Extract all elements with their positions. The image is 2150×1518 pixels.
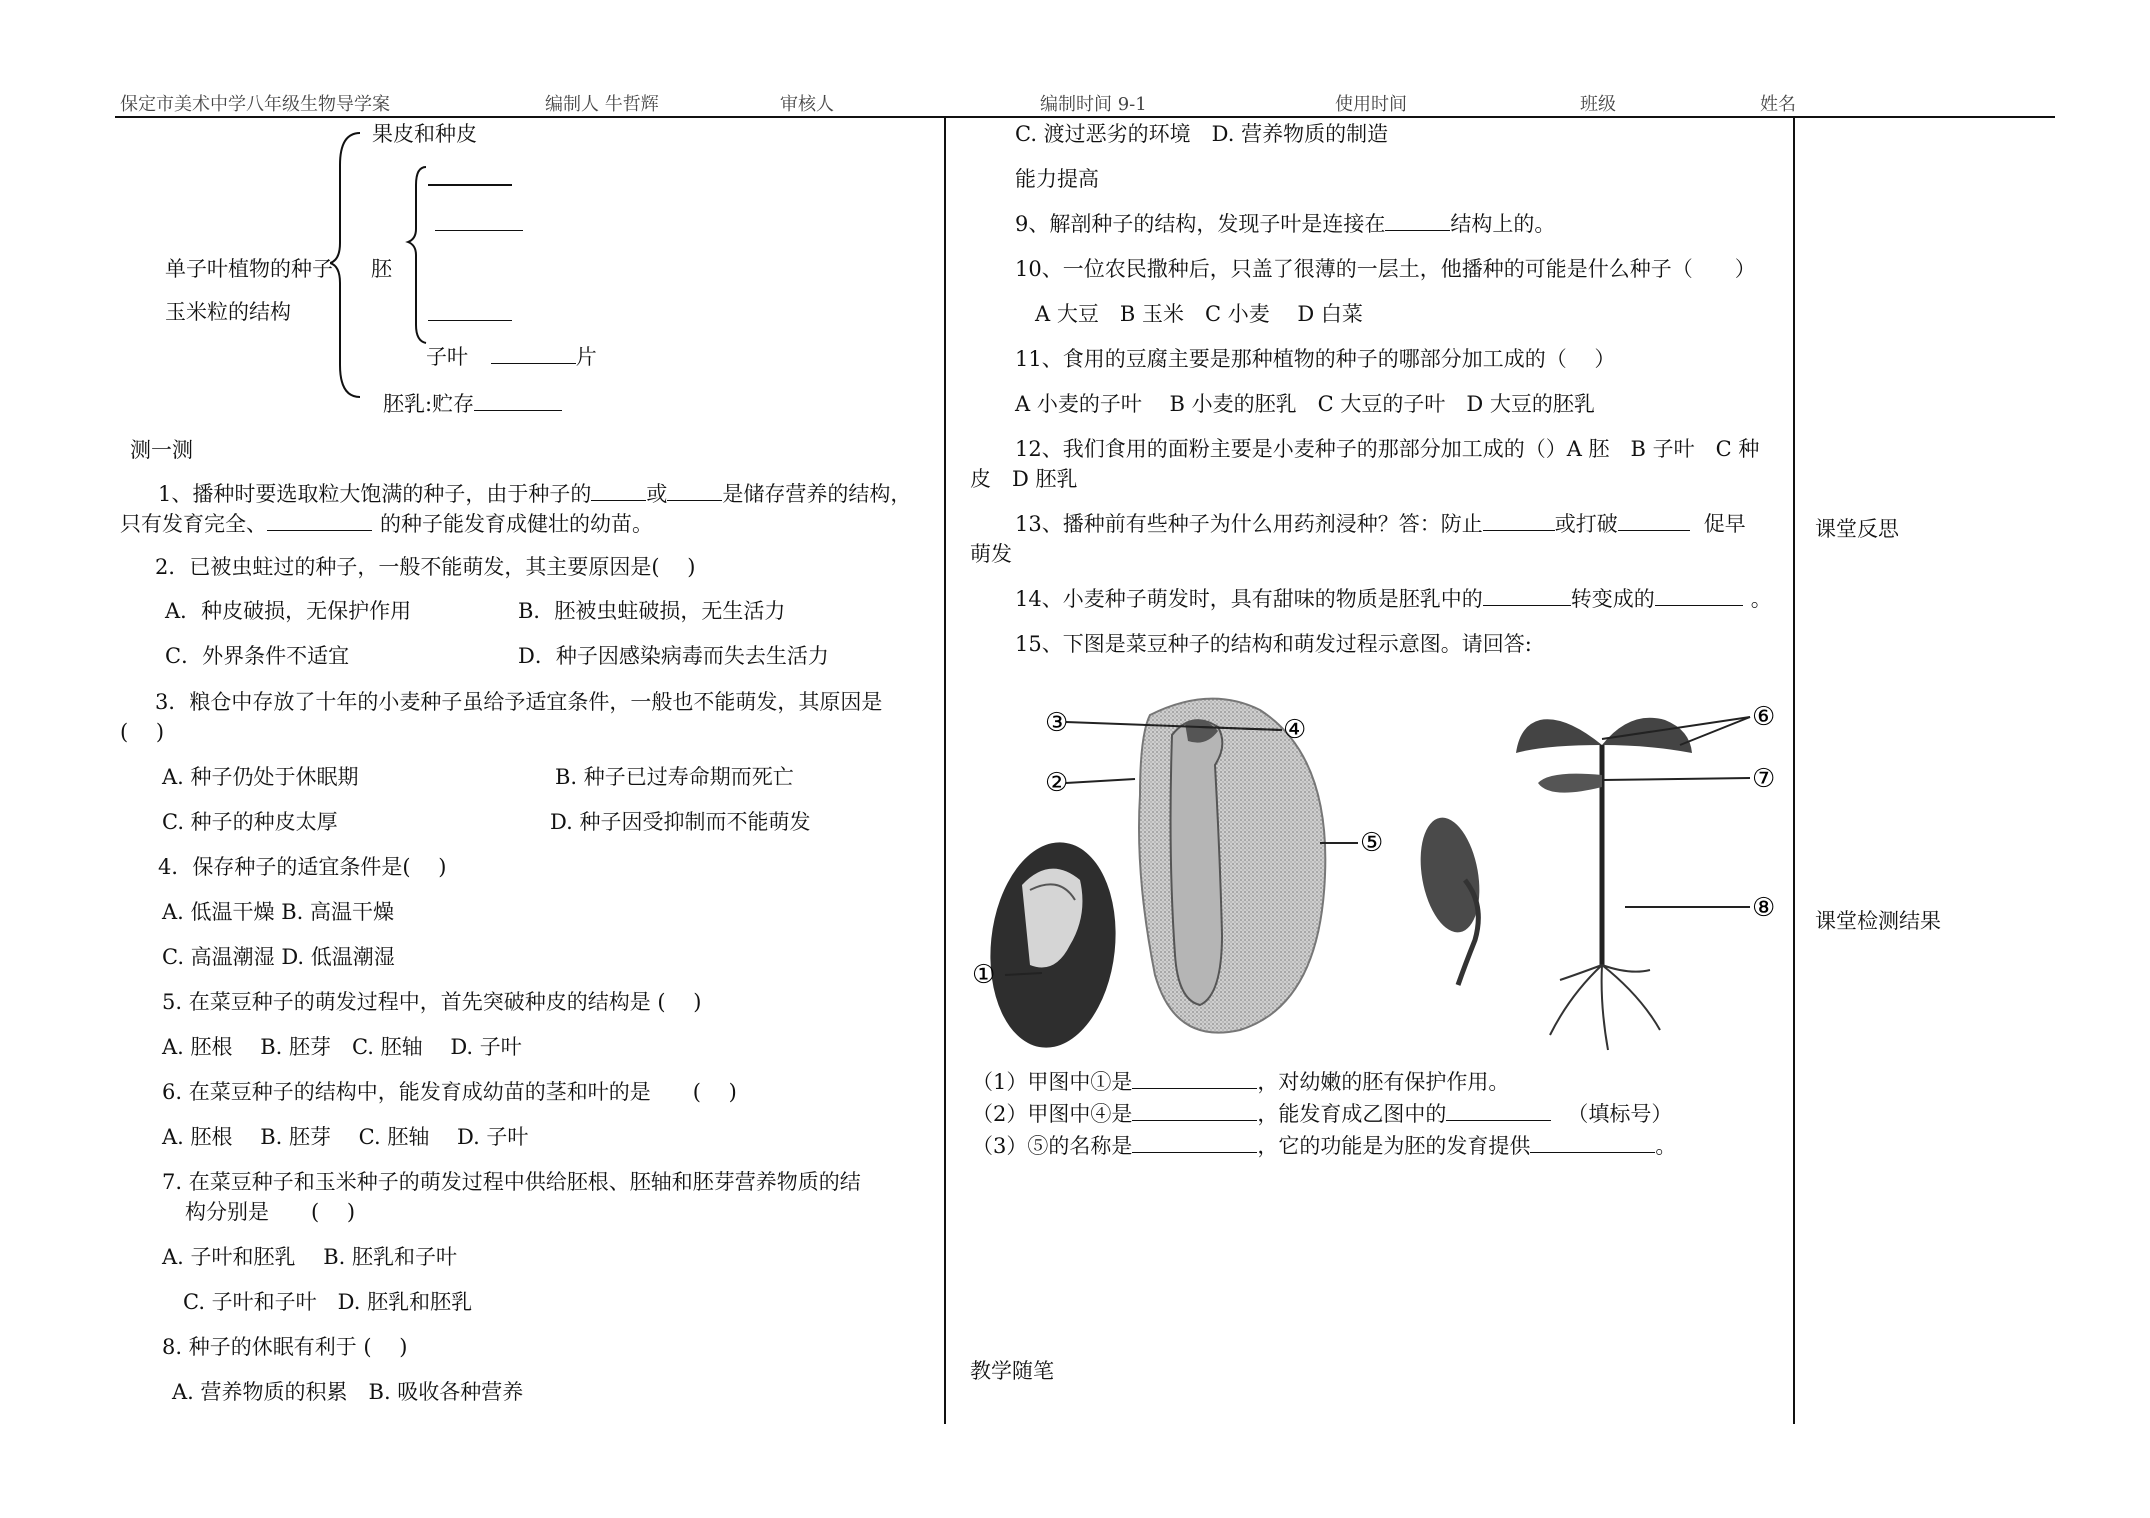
q4-options-cd[interactable]: C. 高温潮湿 D. 低温潮湿 <box>162 945 395 969</box>
q1-text-c: 是储存营养的结构， <box>722 482 912 506</box>
q1-text-e: 的种子能发育成健壮的幼苗。 <box>380 512 653 536</box>
q9-text-a: 9、解剖种子的结构，发现子叶是连接在 <box>1015 212 1386 236</box>
embryo-blank-1[interactable] <box>428 184 512 186</box>
q3-stem-1: 3．粮仓中存放了十年的小麦种子虽给予适宜条件，一般也不能萌发，其原因是 <box>155 690 883 714</box>
fig-label-2: ② <box>1045 768 1069 798</box>
q13-text-c: 促早 <box>1703 512 1746 536</box>
q10-stem: 10、一位农民撒种后，只盖了很薄的一层土，他播种的可能是什么种子（ ） <box>1015 257 1756 281</box>
q6-stem: 6. 在菜豆种子的结构中，能发育成幼苗的茎和叶的是 ( ) <box>162 1080 737 1104</box>
sub-q2-text-c: （填标号） <box>1567 1102 1673 1126</box>
q13-text-a: 13、播种前有些种子为什么用药剂浸种？答：防止 <box>1015 512 1483 536</box>
header-compile-time: 编制时间 9-1 <box>1040 94 1147 115</box>
header-class: 班级 <box>1580 94 1616 115</box>
sub-q2-text-b: ，能发育成乙图中的 <box>1257 1102 1447 1126</box>
fig-label-5: ⑤ <box>1360 828 1384 858</box>
column-divider-left <box>944 118 946 1424</box>
seed-title-2: 玉米粒的结构 <box>165 300 291 324</box>
header-name: 姓名 <box>1760 94 1796 115</box>
seed-title-1: 单子叶植物的种子 <box>165 257 333 281</box>
ability-heading: 能力提高 <box>1015 167 1099 191</box>
q15-stem: 15、下图是菜豆种子的结构和萌发过程示意图。请回答: <box>1015 632 1532 656</box>
q12-stem-2: 皮 D 胚乳 <box>970 467 1078 491</box>
q13-line1 <box>1015 510 1746 538</box>
q10-options[interactable]: A 大豆 B 玉米 C 小麦 D 白菜 <box>1035 302 1363 326</box>
q7-options-cd[interactable]: C. 子叶和子叶 D. 胚乳和胚乳 <box>183 1290 473 1314</box>
q7-stem-1: 7. 在菜豆种子和玉米种子的萌发过程中供给胚根、胚轴和胚芽营养物质的结 <box>162 1170 861 1194</box>
teaching-notes-heading: 教学随笔 <box>970 1359 1054 1383</box>
sub-q1 <box>972 1068 1509 1096</box>
fig-label-6: ⑥ <box>1752 702 1776 732</box>
q1-blank-3[interactable] <box>267 529 372 531</box>
peel-label: 果皮和种皮 <box>372 122 477 146</box>
cotyledon-unit: 片 <box>575 345 597 369</box>
sub-q1-text-a: （1）甲图中①是 <box>972 1070 1133 1094</box>
q5-options[interactable]: A. 胚根 B. 胚芽 C. 胚轴 D. 子叶 <box>162 1035 522 1059</box>
header-use-time: 使用时间 <box>1335 94 1407 115</box>
header-reviewer: 审核人 <box>780 94 834 115</box>
cotyledon-count-blank[interactable] <box>491 362 576 364</box>
q11-stem: 11、食用的豆腐主要是那种植物的种子的哪部分加工成的（ ） <box>1015 347 1616 371</box>
q1-text-d: 只有发育完全、 <box>120 512 267 536</box>
cotyledon-shape <box>1139 699 1325 1033</box>
bean-seed-figure <box>960 675 1790 1065</box>
embryo-blank-2[interactable] <box>435 230 523 231</box>
q14-blank-1[interactable] <box>1483 604 1571 606</box>
q7-stem-2: 构分别是 ( ) <box>185 1200 356 1224</box>
q13-blank-2[interactable] <box>1618 529 1690 531</box>
sub-q3 <box>972 1132 1676 1160</box>
q3-option-d[interactable]: D. 种子因受抑制而不能萌发 <box>550 810 811 834</box>
fig-label-1: ① <box>972 960 996 990</box>
column-divider-right <box>1793 118 1795 1424</box>
q2-option-d[interactable]: D．种子因感染病毒而失去生活力 <box>518 644 829 668</box>
q13-line2: 萌发 <box>970 542 1012 566</box>
q5-stem: 5. 在菜豆种子的萌发过程中，首先突破种皮的结构是 ( ) <box>162 990 702 1014</box>
q8-options-cd[interactable]: C. 渡过恶劣的环境 D. 营养物质的制造 <box>1015 122 1389 146</box>
q2-option-c[interactable]: C．外界条件不适宜 <box>165 644 350 668</box>
cotyledon-label <box>426 343 597 371</box>
sub-q3-blank-1[interactable] <box>1132 1151 1257 1153</box>
q1-line1 <box>158 480 911 508</box>
q13-text-b: 或打破 <box>1554 512 1618 536</box>
fig-label-4: ④ <box>1283 715 1307 745</box>
endosperm-text: 胚乳:贮存 <box>383 392 475 416</box>
class-reflection-heading: 课堂反思 <box>1815 517 1899 541</box>
embryo-blank-3[interactable] <box>428 320 512 321</box>
sub-q2-blank-1[interactable] <box>1132 1119 1257 1121</box>
test-heading: 测一测 <box>130 438 193 462</box>
q9-blank[interactable] <box>1385 229 1450 231</box>
q1-text-b: 或 <box>646 482 668 506</box>
endosperm-blank[interactable] <box>474 409 562 411</box>
sub-q3-text-a: （3）⑤的名称是 <box>972 1134 1133 1158</box>
fig-label-3: ③ <box>1045 708 1069 738</box>
q2-option-b[interactable]: B．胚被虫蛀破损，无生活力 <box>518 599 786 623</box>
q1-text-a: 1、播种时要选取粒大饱满的种子，由于种子的 <box>158 482 592 506</box>
sub-q1-text-b: ，对幼嫩的胚有保护作用。 <box>1257 1070 1510 1094</box>
q9-line <box>1015 210 1555 238</box>
q12-stem-1: 12、我们食用的面粉主要是小麦种子的那部分加工成的（）A 胚 B 子叶 C 种 <box>1015 437 1760 461</box>
q8-stem: 8. 种子的休眠有利于 ( ) <box>162 1335 408 1359</box>
header-rule <box>115 116 2055 118</box>
header-editor: 编制人 牛哲辉 <box>545 94 659 115</box>
class-test-result-heading: 课堂检测结果 <box>1815 909 1941 933</box>
sub-q1-blank[interactable] <box>1132 1087 1257 1089</box>
q11-options[interactable]: A 小麦的子叶 B 小麦的胚乳 C 大豆的子叶 D 大豆的胚乳 <box>1015 392 1595 416</box>
q1-line2 <box>120 510 653 538</box>
sub-q3-text-b: ，它的功能是为胚的发育提供 <box>1257 1134 1531 1158</box>
q3-option-c[interactable]: C. 种子的种皮太厚 <box>162 810 338 834</box>
sub-q2-text-a: （2）甲图中④是 <box>972 1102 1133 1126</box>
q7-options-ab[interactable]: A. 子叶和胚乳 B. 胚乳和子叶 <box>162 1245 457 1269</box>
q14-text-b: 转变成的 <box>1570 587 1655 611</box>
q8-options-ab[interactable]: A. 营养物质的积累 B. 吸收各种营养 <box>172 1380 524 1404</box>
q3-stem-2: ( ) <box>120 720 165 744</box>
sub-q2 <box>972 1100 1672 1128</box>
q14-line <box>1015 585 1772 613</box>
q9-text-b: 结构上的。 <box>1450 212 1556 236</box>
fig-label-8: ⑧ <box>1752 893 1776 923</box>
embryo-label: 胚 <box>371 257 392 281</box>
q2-stem: 2．已被虫蛀过的种子，一般不能萌发，其主要原因是( ) <box>155 555 696 579</box>
q13-blank-1[interactable] <box>1483 529 1555 531</box>
q3-option-b[interactable]: B. 种子已过寿命期而死亡 <box>555 765 794 789</box>
q4-stem: 4．保存种子的适宜条件是( ) <box>158 855 447 879</box>
sub-q3-blank-2[interactable] <box>1530 1151 1655 1153</box>
bracket-diagram <box>330 125 530 415</box>
q14-text-a: 14、小麦种子萌发时，具有甜味的物质是胚乳中的 <box>1015 587 1483 611</box>
q4-options-ab[interactable]: A. 低温干燥 B. 高温干燥 <box>162 900 394 924</box>
q1-blank-1[interactable] <box>591 499 646 501</box>
sub-q3-text-c: 。 <box>1655 1134 1677 1158</box>
q14-blank-2[interactable] <box>1655 604 1743 606</box>
q3-option-a[interactable]: A. 种子仍处于休眠期 <box>162 765 359 789</box>
q1-blank-2[interactable] <box>667 499 722 501</box>
header-school: 保定市美术中学八年级生物导学案 <box>120 94 390 115</box>
q14-text-c: 。 <box>1750 587 1772 611</box>
q6-options[interactable]: A. 胚根 B. 胚芽 C. 胚轴 D. 子叶 <box>162 1125 529 1149</box>
endosperm-line <box>383 390 562 418</box>
sub-q2-blank-2[interactable] <box>1446 1119 1551 1121</box>
q2-option-a[interactable]: A．种皮破损，无保护作用 <box>165 599 412 623</box>
cotyledon-text: 子叶 <box>426 345 468 369</box>
fig-label-7: ⑦ <box>1752 764 1776 794</box>
